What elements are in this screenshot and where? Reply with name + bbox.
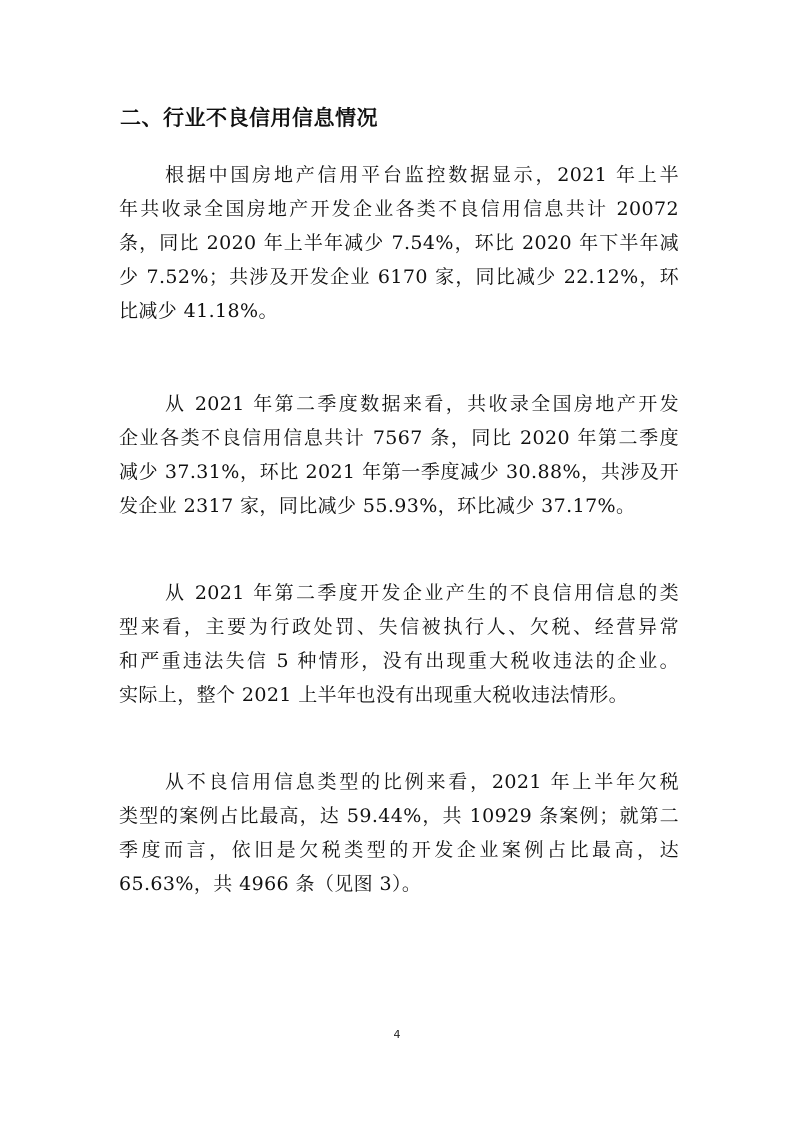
page-number: 4 xyxy=(393,1028,401,1041)
paragraph-line: 和严重违法失信 5 种情形，没有出现重大税收违法的企业。 xyxy=(119,650,679,672)
paragraph-line: 从不良信用信息类型的比例来看，2021 年上半年欠税 xyxy=(165,771,679,793)
paragraph-2 xyxy=(119,387,679,523)
paragraph-line: 从 2021 年第二季度开发企业产生的不良信用信息的类 xyxy=(165,582,679,604)
paragraph-line: 型来看，主要为行政处罚、失信被执行人、欠税、经营异常 xyxy=(119,616,679,638)
paragraph-line: 发企业 2317 家，同比减少 55.93%，环比减少 37.17%。 xyxy=(119,495,636,517)
paragraph-line: 年共收录全国房地产开发企业各类不良信用信息共计 20072 xyxy=(119,198,679,220)
paragraph-line: 企业各类不良信用信息共计 7567 条，同比 2020 年第二季度 xyxy=(119,427,679,449)
paragraph-3 xyxy=(119,576,679,712)
paragraph-line: 根据中国房地产信用平台监控数据显示，2021 年上半 xyxy=(165,164,679,186)
paragraph-line: 少 7.52%；共涉及开发企业 6170 家，同比减少 22.12%，环 xyxy=(119,266,679,288)
paragraph-line: 从 2021 年第二季度数据来看，共收录全国房地产开发 xyxy=(165,393,679,415)
paragraph-line: 条，同比 2020 年上半年减少 7.54%，环比 2020 年下半年减 xyxy=(119,232,679,254)
paragraph-line: 比减少 41.18%。 xyxy=(119,300,278,322)
paragraph-line: 实际上，整个 2021 上半年也没有出现重大税收违法情形。 xyxy=(119,684,629,706)
paragraph-1 xyxy=(119,158,679,328)
paragraph-line: 季度而言，依旧是欠税类型的开发企业案例占比最高，达 xyxy=(119,839,679,861)
paragraph-line: 类型的案例占比最高，达 59.44%，共 10929 条案例；就第二 xyxy=(119,805,679,827)
paragraph-line: 65.63%，共 4966 条（见图 3）。 xyxy=(119,873,422,895)
paragraph-line: 减少 37.31%，环比 2021 年第一季度减少 30.88%，共涉及开 xyxy=(119,461,679,483)
section-heading: 二、行业不良信用信息情况 xyxy=(120,106,378,130)
paragraph-4 xyxy=(119,765,679,901)
